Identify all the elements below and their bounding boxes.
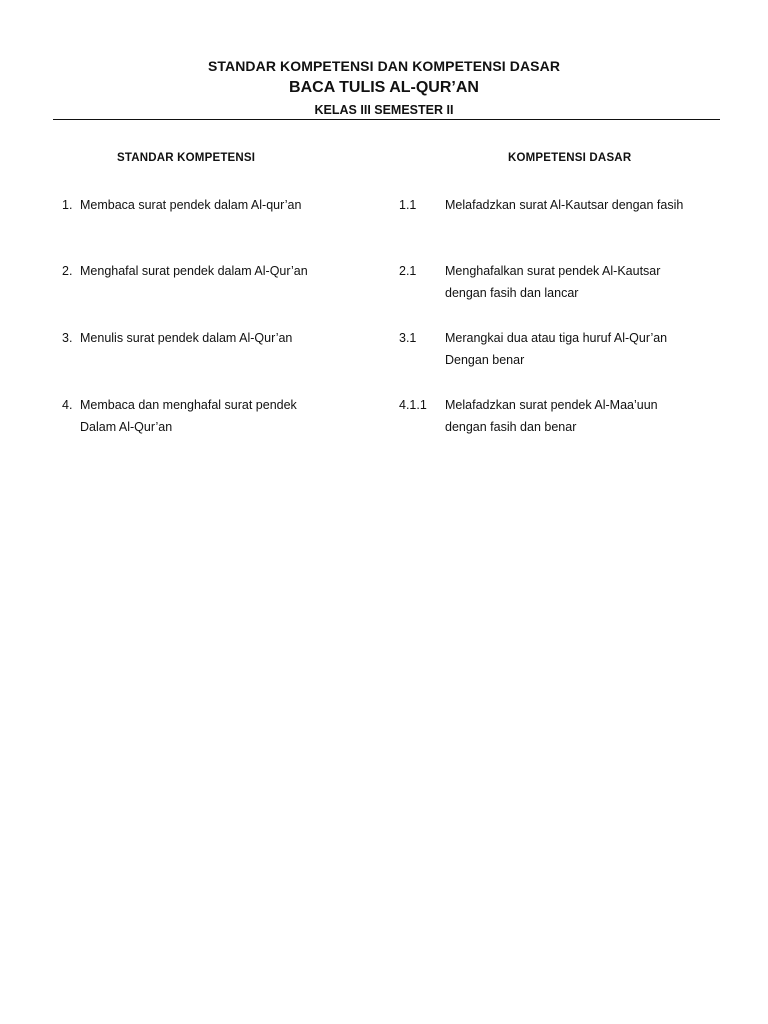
kd-line: Melafadzkan surat pendek Al-Maa’uun: [445, 398, 658, 412]
kd-number: 3.1: [399, 331, 417, 345]
kd-number: 1.1: [399, 198, 417, 212]
sk-text: [80, 394, 380, 438]
sk-text: [80, 327, 380, 349]
sk-line: Menulis surat pendek dalam Al-Qur’an: [80, 331, 293, 345]
kd-text: [445, 394, 735, 438]
sk-text: [80, 194, 380, 216]
sk-line: Dalam Al-Qur’an: [80, 420, 173, 434]
sk-number: 1.: [62, 198, 73, 212]
sk-line: Menghafal surat pendek dalam Al-Qur’an: [80, 264, 308, 278]
kd-line: Menghafalkan surat pendek Al-Kautsar: [445, 264, 661, 278]
kd-line: Dengan benar: [445, 353, 525, 367]
kd-number: 4.1.1: [399, 398, 427, 412]
subject-title: BACA TULIS AL-QUR’AN: [289, 79, 479, 96]
sk-number: 3.: [62, 331, 73, 345]
kd-line: Melafadzkan surat Al-Kautsar dengan fasih: [445, 198, 684, 212]
sk-line: Membaca surat pendek dalam Al-qur’an: [80, 198, 302, 212]
kd-text: [445, 327, 735, 371]
kd-text: [445, 194, 735, 216]
document-title: STANDAR KOMPETENSI DAN KOMPETENSI DASAR: [207, 58, 561, 74]
kd-line: dengan fasih dan benar: [445, 420, 577, 434]
header-divider: [53, 119, 720, 120]
column-header-kompetensi-dasar: KOMPETENSI DASAR: [508, 152, 632, 164]
kd-number: 2.1: [399, 264, 417, 278]
kd-line: dengan fasih dan lancar: [445, 286, 579, 300]
sk-text: [80, 260, 380, 282]
column-header-standar-kompetensi: STANDAR KOMPETENSI: [117, 152, 256, 164]
sk-number: 2.: [62, 264, 73, 278]
sk-number: 4.: [62, 398, 73, 412]
kd-line: Merangkai dua atau tiga huruf Al-Qur’an: [445, 331, 668, 345]
kd-text: [445, 260, 735, 304]
sk-line: Membaca dan menghafal surat pendek: [80, 398, 297, 412]
class-semester-title: KELAS III SEMESTER II: [314, 103, 454, 117]
